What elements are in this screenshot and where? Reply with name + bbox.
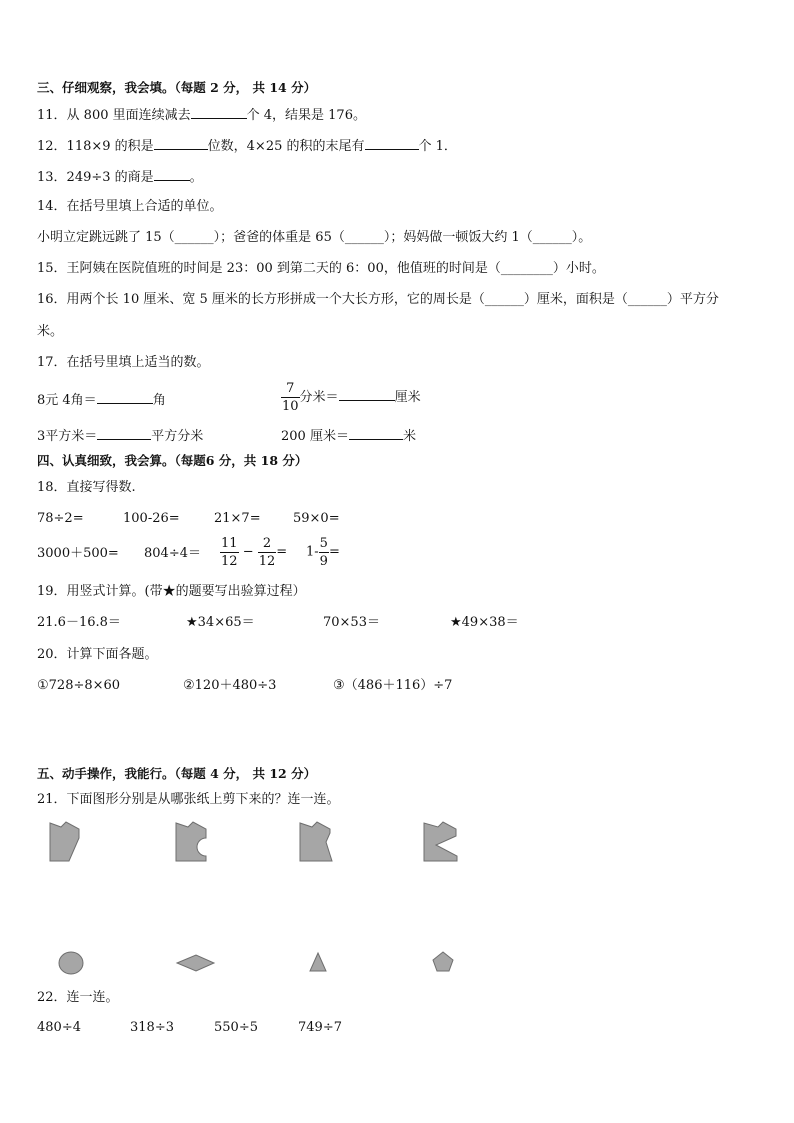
equals-sign: = [328, 544, 340, 560]
pentagon-shape[interactable] [433, 952, 453, 971]
q18-calc-6: 804÷4＝ [144, 546, 201, 561]
q22-item-4[interactable]: 749÷7 [298, 1020, 342, 1035]
q12-text-post: 个 1． [418, 139, 457, 154]
minus-sign: − [242, 544, 254, 560]
fraction-numerator: 5 [319, 536, 328, 551]
q17-b-numerator: 7 [281, 380, 300, 398]
q17-d-pre: 200 厘米＝ [281, 429, 349, 444]
q17-a-post: 角 [152, 393, 166, 408]
equals-sign: = [276, 544, 288, 560]
q22-item-2[interactable]: 318÷3 [130, 1020, 174, 1035]
q17-c-post: 平方分米 [151, 429, 204, 444]
q17-b-post: 厘米 [394, 390, 421, 405]
q20-item-2: ②120＋480÷3 [183, 678, 277, 693]
question-15: 15．王阿姨在医院值班的时间是 23：00 到第二天的 6：00，他值班的时间是（________）小时。 [37, 261, 605, 276]
q17-b-mid: 分米＝ [299, 390, 339, 405]
fraction-denominator: 9 [319, 554, 328, 569]
paper-piece-4[interactable] [424, 822, 457, 861]
q11-text-post: 个 4，结果是 176。 [246, 108, 366, 123]
q22-item-3[interactable]: 550÷5 [214, 1020, 258, 1035]
q19-item-1: 21.6－16.8＝ [37, 615, 121, 630]
question-16-line-1: 16．用两个长 10 厘米、宽 5 厘米的长方形拼成一个大长方形，它的周长是（______）厘米，面积是（______）平方分 [37, 292, 719, 307]
question-18-title: 18．直接写得数. [37, 480, 136, 495]
q17-d-post: 米 [402, 429, 416, 444]
q13-text-post: 。 [189, 170, 203, 185]
q18-calc-1: 78÷2= [37, 511, 84, 526]
fraction-denominator: 12 [221, 554, 238, 569]
q17-b-denominator: 10 [282, 399, 299, 414]
question-19-title: 19．用竖式计算。(带★的题要写出验算过程） [37, 584, 306, 599]
section-3-header: 三、仔细观察，我会填。（每题 2 分， 共 14 分） [37, 80, 317, 95]
q20-item-1: ①728÷8×60 [37, 678, 121, 693]
question-20-title: 20．计算下面各题。 [37, 647, 158, 662]
q19-item-4: ★49×38＝ [450, 615, 519, 630]
question-14-line: 小明立定跳远跳了 15（______）；爸爸的体重是 65（______）；妈妈做一顿饭大约 1（______）。 [37, 230, 592, 245]
rhombus-shape[interactable] [177, 955, 214, 971]
question-17-title: 17．在括号里填上适当的数。 [37, 355, 210, 370]
q12-text-pre: 12．118×9 的积是 [37, 139, 154, 154]
fraction-denominator: 12 [258, 554, 276, 569]
circle-shape[interactable] [59, 952, 83, 974]
q19-item-3: 70×53＝ [323, 615, 380, 630]
q20-item-3: ③（486＋116）÷7 [333, 678, 453, 693]
q18-calc-5: 3000＋500= [37, 546, 119, 561]
question-22-title: 22．连一连。 [37, 990, 119, 1005]
paper-piece-1[interactable] [50, 822, 79, 861]
question-21-title: 21．下面图形分别是从哪张纸上剪下来的？连一连。 [37, 792, 340, 807]
q18-calc-2: 100-26= [123, 511, 180, 526]
q11-text-pre: 11．从 800 里面连续减去 [37, 108, 191, 123]
triangle-shape[interactable] [310, 953, 326, 971]
paper-piece-3[interactable] [300, 822, 332, 861]
fraction-numerator: 11 [221, 536, 238, 551]
q22-item-1[interactable]: 480÷4 [37, 1020, 81, 1035]
q18-calc-4: 59×0= [293, 511, 340, 526]
paper-piece-2[interactable] [176, 822, 206, 861]
q18-calc-3: 21×7= [214, 511, 261, 526]
one-minus: 1- [306, 544, 319, 560]
q19-item-2: ★34×65＝ [186, 615, 255, 630]
q17-c-pre: 3平方米＝ [37, 429, 98, 444]
section-5-header: 五、动手操作，我能行。（每题 4 分， 共 12 分） [37, 766, 317, 781]
question-14-title: 14．在括号里填上合适的单位。 [37, 199, 223, 214]
q12-text-mid: 位数，4×25 的积的末尾有 [207, 139, 365, 154]
section-4-header: 四、认真细致，我会算。（每题6 分，共 18 分） [37, 453, 308, 468]
question-16-line-2: 米。 [37, 324, 64, 339]
q13-text-pre: 13．249÷3 的商是 [37, 170, 154, 185]
fraction-numerator: 2 [258, 535, 277, 553]
q17-a-pre: 8元 4角＝ [37, 393, 97, 408]
